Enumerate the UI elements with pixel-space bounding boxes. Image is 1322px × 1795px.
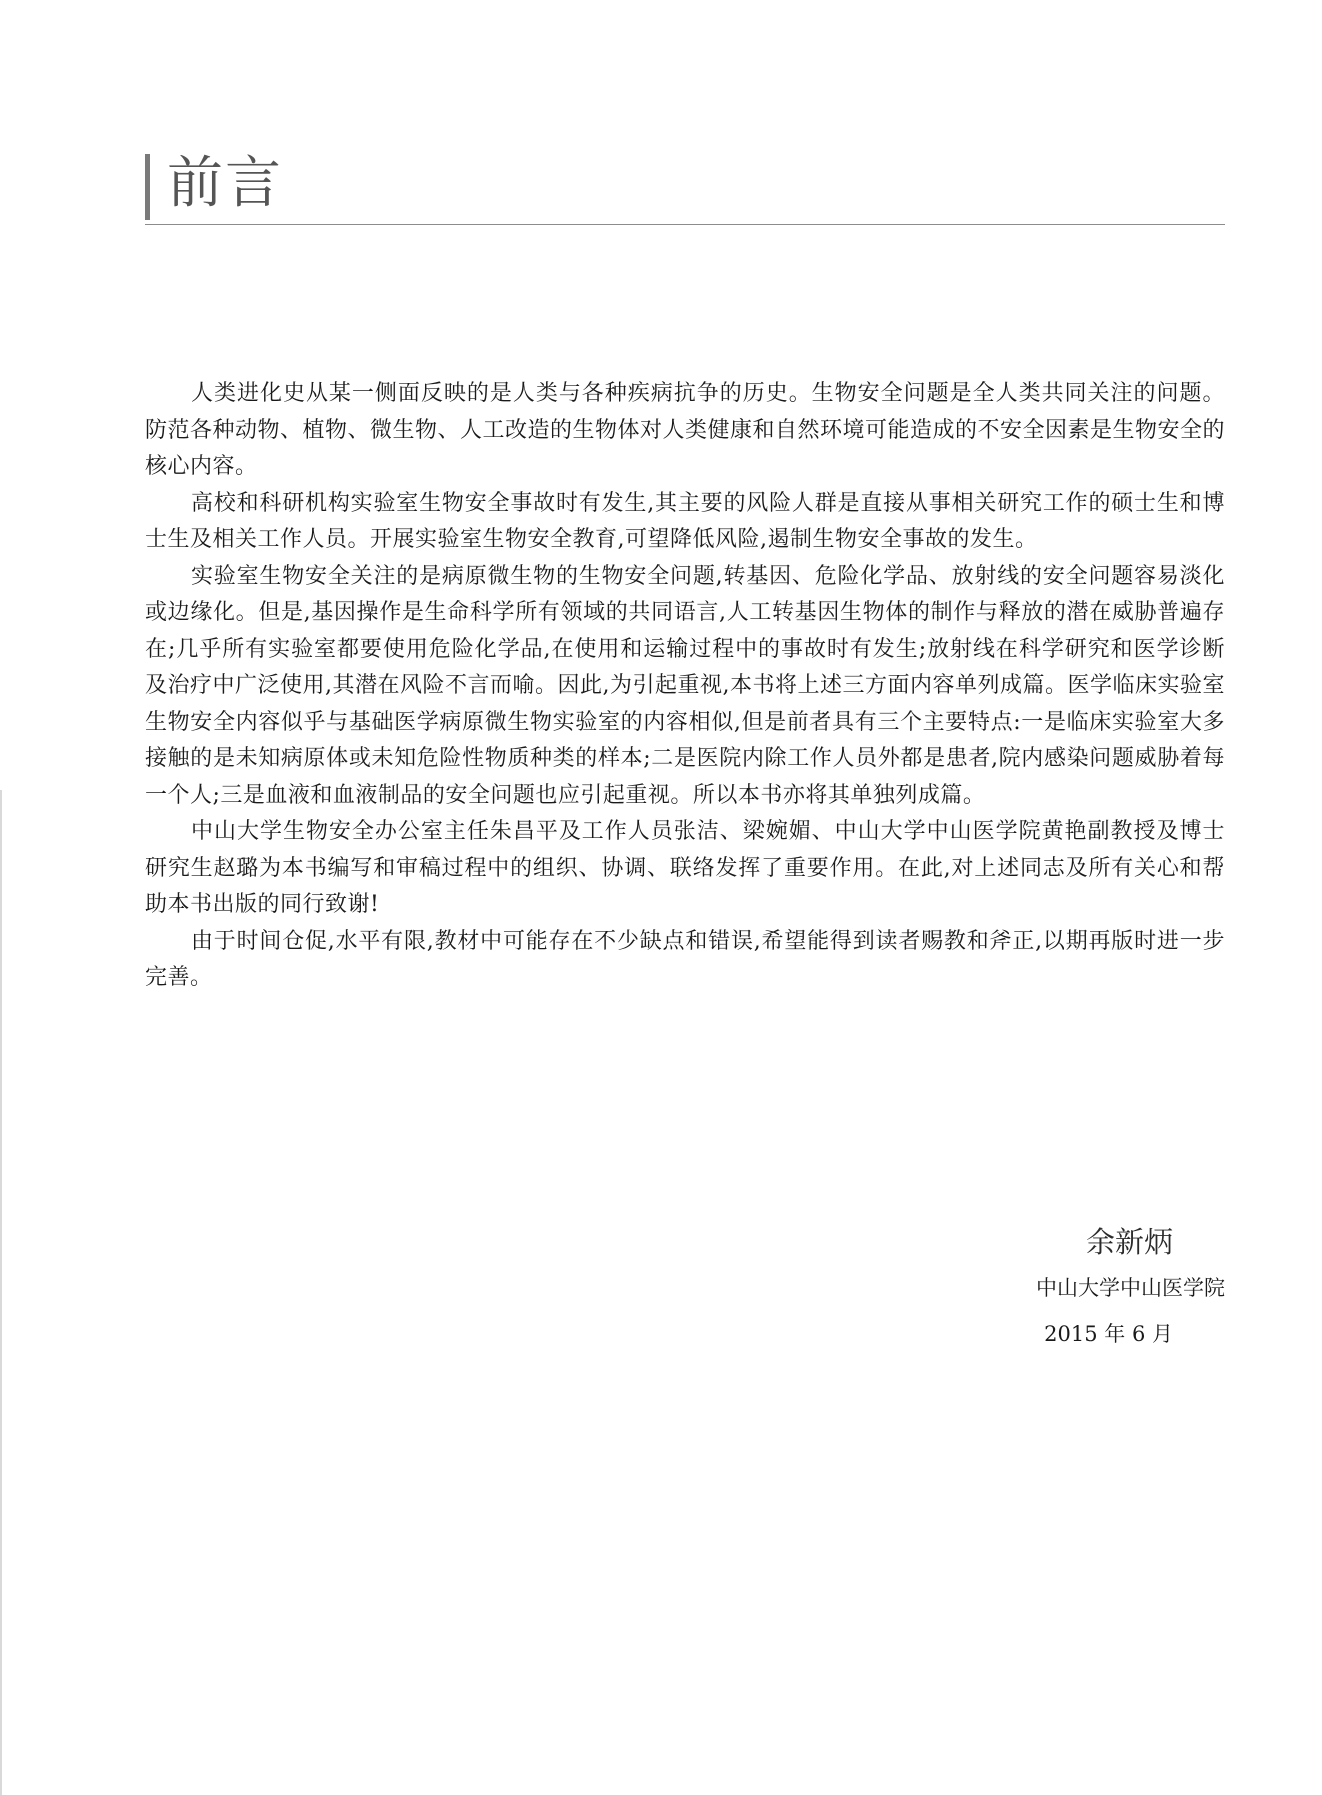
title-accent-bar — [145, 154, 150, 220]
paragraph: 由于时间仓促,水平有限,教材中可能存在不少缺点和错误,希望能得到读者赐教和斧正,以期再版时进一步完善。 — [145, 928, 1225, 990]
page-title: 前言 — [167, 151, 283, 216]
signature-date: 2015 年 6 月 — [1044, 1322, 1173, 1346]
paragraph: 中山大学生物安全办公室主任朱昌平及工作人员张洁、梁婉媚、中山大学中山医学院黄艳副教授及博士研究生赵璐为本书编写和审稿过程中的组织、协调、联络发挥了重要作用。在此,对上述同志及所有关心和帮助本书出版的同行致谢! — [145, 819, 1225, 917]
author-affiliation: 中山大学中山医学院 — [1036, 1276, 1225, 1300]
paragraph: 实验室生物安全关注的是病原微生物的生物安全问题,转基因、危险化学品、放射线的安全问题容易淡化或边缘化。但是,基因操作是生命科学所有领域的共同语言,人工转基因生物体的制作与释放的潜在威胁普遍存在;几乎所有实验室都要使用危险化学品,在使用和运输过程中的事故时有发生;放射线在科学研究和医学诊断及治疗中广泛使用,其潜在风险不言而喻。因此,为引起重视,本书将上述三方面内容单列成篇。医学临床实验室生物安全内容似乎与基础医学病原微生物实验室的内容相似,但是前者具有三个主要特点:一是临床实验室大多接触的是未知病原体或未知危险性物质种类的样本;二是医院内除工作人员外都是患者,院内感染问题威胁着每一个人;三是血液和血液制品的安全问题也应引起重视。所以本书亦将其单独列成篇。 — [145, 563, 1225, 808]
signature-block — [925, 1222, 1225, 1352]
page-header — [145, 148, 1225, 226]
preface-body — [145, 376, 1225, 997]
page-edge-line — [0, 790, 2, 1795]
paragraph: 人类进化史从某一侧面反映的是人类与各种疾病抗争的历史。生物安全问题是全人类共同关注的问题。防范各种动物、植物、微生物、人工改造的生物体对人类健康和自然环境可能造成的不安全因素是生物安全的核心内容。 — [145, 381, 1226, 479]
author-name: 余新炳 — [1085, 1225, 1173, 1259]
header-divider — [145, 224, 1225, 225]
paragraph: 高校和科研机构实验室生物安全事故时有发生,其主要的风险人群是直接从事相关研究工作的硕士生和博士生及相关工作人员。开展实验室生物安全教育,可望降低风险,遏制生物安全事故的发生。 — [145, 490, 1225, 552]
